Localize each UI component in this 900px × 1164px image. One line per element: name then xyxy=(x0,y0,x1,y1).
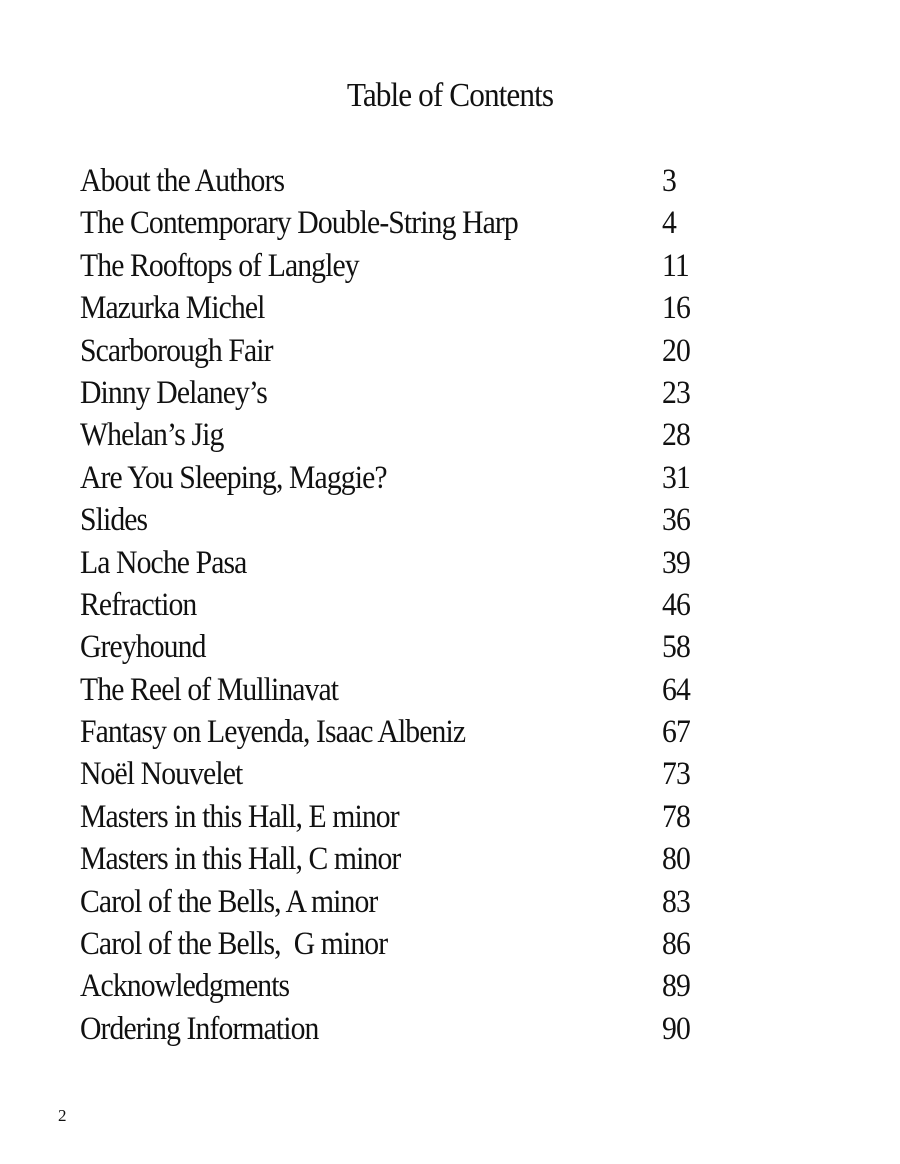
toc-entry-title: Scarborough Fair xyxy=(80,332,273,369)
toc-entry xyxy=(80,965,780,1007)
toc-entry xyxy=(80,542,780,584)
toc-entry-title: Refraction xyxy=(80,586,197,623)
toc-entry-title: Whelan’s Jig xyxy=(80,417,224,454)
toc-entry-title: Greyhound xyxy=(80,629,206,666)
toc-entry-page: 67 xyxy=(662,714,690,751)
toc-entry-title: La Noche Pasa xyxy=(80,544,247,581)
toc-entry-title: The Reel of Mullinavat xyxy=(80,671,339,708)
toc-entry xyxy=(80,414,780,456)
toc-entry-title: Mazurka Michel xyxy=(80,290,265,327)
toc-entry xyxy=(80,372,780,414)
toc-entry-title: Ordering Information xyxy=(80,1010,319,1047)
toc-entry-title: Dinny Delaney’s xyxy=(80,374,267,411)
toc-entry xyxy=(80,160,780,202)
toc-entry xyxy=(80,838,780,880)
toc-entry-page: 20 xyxy=(662,332,690,369)
toc-entry-title: About the Authors xyxy=(80,163,285,199)
toc-entry-page: 78 xyxy=(662,798,690,835)
toc-entry xyxy=(80,669,780,711)
toc-entry-page: 86 xyxy=(662,926,690,963)
toc-entry-title: Carol of the Bells, A minor xyxy=(80,883,378,920)
toc-entry-title: The Contemporary Double-String Harp xyxy=(80,205,518,242)
toc-entry xyxy=(80,330,780,372)
toc-entry xyxy=(80,711,780,753)
toc-entry-title: The Rooftops of Langley xyxy=(80,247,359,284)
toc-entry-page: 31 xyxy=(662,459,690,496)
toc-entry xyxy=(80,202,780,244)
toc-entry-title: Noël Nouvelet xyxy=(80,756,243,793)
toc-entry xyxy=(80,245,780,287)
page-number: 2 xyxy=(58,1106,67,1125)
toc-entry xyxy=(80,457,780,499)
toc-entry-page: 46 xyxy=(662,586,690,623)
toc-entry xyxy=(80,626,780,668)
toc-entry xyxy=(80,287,780,329)
toc-entry-page: 64 xyxy=(662,671,690,708)
toc-entry-page: 23 xyxy=(662,374,690,411)
toc-entry-page: 58 xyxy=(662,629,690,666)
toc-entry-page: 90 xyxy=(662,1010,690,1047)
toc-entry-page: 36 xyxy=(662,502,690,539)
toc-entry-page: 4 xyxy=(662,205,676,242)
toc-entry xyxy=(80,499,780,541)
toc-entry-page: 16 xyxy=(662,290,690,327)
toc-entry-title: Acknowledgments xyxy=(80,968,290,1005)
page-title: Table of Contents xyxy=(346,77,554,114)
toc-list xyxy=(80,160,780,1050)
toc-entry xyxy=(80,584,780,626)
toc-entry-page: 39 xyxy=(662,544,690,581)
toc-entry-page: 83 xyxy=(662,883,690,920)
toc-entry-page: 89 xyxy=(662,968,690,1005)
toc-entry xyxy=(80,923,780,965)
toc-entry xyxy=(80,753,780,795)
toc-entry-page: 28 xyxy=(662,417,690,454)
toc-entry xyxy=(80,796,780,838)
toc-entry xyxy=(80,1008,780,1050)
toc-entry-title: Slides xyxy=(80,502,148,539)
toc-entry-page: 3 xyxy=(662,163,676,199)
toc-entry-page: 73 xyxy=(662,756,690,793)
toc-entry-title: Masters in this Hall, C minor xyxy=(80,841,401,878)
toc-entry xyxy=(80,881,780,923)
toc-entry-title: Masters in this Hall, E minor xyxy=(80,798,399,835)
toc-entry-title: Carol of the Bells, G minor xyxy=(80,926,388,963)
toc-entry-title: Are You Sleeping, Maggie? xyxy=(80,459,387,496)
toc-entry-page: 80 xyxy=(662,841,690,878)
toc-entry-title: Fantasy on Leyenda, Isaac Albeniz xyxy=(80,714,466,751)
toc-entry-page: 11 xyxy=(662,247,689,284)
